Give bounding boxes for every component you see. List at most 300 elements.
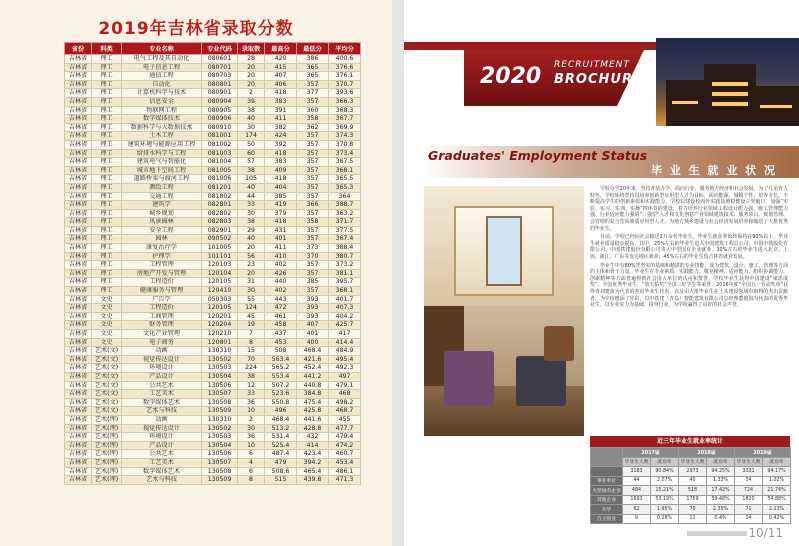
table-cell: 62 [623, 505, 651, 515]
table-cell: 401 [265, 235, 297, 244]
table-row [65, 355, 361, 364]
table-cell: 120210 [202, 330, 238, 339]
table-cell: 建筑环境与能源应用工程 [122, 140, 202, 149]
table-cell: 383 [265, 97, 297, 106]
table-cell: 吉林省 [65, 295, 92, 304]
table-cell: 431 [265, 226, 297, 235]
table-cell: 393 [297, 312, 329, 321]
table-cell: 艺术(文) [92, 347, 122, 356]
table-row [65, 424, 361, 433]
table-cell: 安全工程 [122, 226, 202, 235]
table-cell: 艺术(理) [92, 467, 122, 476]
table-cell: 357 [297, 140, 329, 149]
table-cell: 吉林省 [65, 244, 92, 253]
table-cell: 407 [297, 321, 329, 330]
column-header: 省份 [65, 43, 92, 55]
table-cell: 40 [679, 476, 707, 486]
right-page [404, 0, 799, 546]
table-cell: 388.7 [329, 201, 361, 210]
table-cell: 2 [238, 415, 265, 424]
sub-header: 就业率 [763, 457, 791, 467]
table-cell: 60 [238, 149, 265, 158]
table-cell: 理工 [92, 201, 122, 210]
table-cell: 电子商务 [122, 338, 202, 347]
table-cell: 130506 [202, 381, 238, 390]
table-cell: 工商管理 [122, 312, 202, 321]
table-cell: 给排水科学与工程 [122, 149, 202, 158]
table-cell: 吉林省 [65, 183, 92, 192]
table-cell: 382 [265, 123, 297, 132]
table-cell: 130508 [202, 467, 238, 476]
table-cell: 文史 [92, 338, 122, 347]
table-cell: 370 [297, 252, 329, 261]
table-cell: 479.4 [329, 433, 361, 442]
table-cell: 14 [735, 514, 763, 524]
table-cell: 418 [265, 149, 297, 158]
table-cell: 吉林省 [65, 192, 92, 201]
admission-score-table [64, 42, 361, 485]
table-row [65, 467, 361, 476]
table-cell: 374.3 [329, 132, 361, 141]
table-cell: 120201 [202, 312, 238, 321]
table-cell: 357 [297, 269, 329, 278]
table-cell: 479 [265, 458, 297, 467]
table-cell: 11 [679, 514, 707, 524]
table-cell: 28 [238, 55, 265, 64]
table-cell: 吉林省 [65, 398, 92, 407]
page-title: 2019年吉林省录取分数 [98, 19, 294, 39]
table-cell: 0.4% [707, 514, 735, 524]
table-cell: 30 [238, 123, 265, 132]
year-header: 2019届 [735, 448, 791, 458]
table-cell: 31 [238, 278, 265, 287]
table-row [65, 304, 361, 313]
table-row [65, 123, 361, 132]
table-cell: 理工 [92, 244, 122, 253]
table-cell: 550.8 [265, 398, 297, 407]
table-cell: 082801 [202, 201, 238, 210]
table-cell: 400.6 [329, 55, 361, 64]
table-cell: 2 [238, 89, 265, 98]
table-cell: 523.6 [265, 390, 297, 399]
table-cell: 40 [238, 115, 265, 124]
table-row [65, 235, 361, 244]
table-cell: 56 [238, 252, 265, 261]
table-cell: 30 [238, 209, 265, 218]
table-cell: 2.35% [707, 505, 735, 515]
table-cell: 2.07% [651, 476, 679, 486]
table-cell: 环境设计 [122, 364, 202, 373]
table-cell: 081201 [202, 183, 238, 192]
table-cell: 艺术(理) [92, 450, 122, 459]
table-cell: 425.8 [297, 407, 329, 416]
table-cell: 吉林省 [65, 201, 92, 210]
table-cell: 393 [297, 295, 329, 304]
page-gutter [392, 0, 404, 546]
table-cell: 理工 [92, 72, 122, 81]
table-cell: 081002 [202, 140, 238, 149]
table-cell: 城市地下空间工程 [122, 166, 202, 175]
table-cell: 动画 [122, 347, 202, 356]
table-cell: 486.1 [329, 467, 361, 476]
table-cell: 理工 [92, 158, 122, 167]
table-cell: 吉林省 [65, 330, 92, 339]
table-row [65, 175, 361, 184]
table-cell: 理工 [92, 209, 122, 218]
table-row [65, 330, 361, 339]
table-cell: 120105 [202, 278, 238, 287]
table-cell: 吉林省 [65, 106, 92, 115]
row-label: 事业单位 [591, 476, 623, 486]
table-row [591, 505, 791, 515]
table-cell: 护理学 [122, 252, 202, 261]
table-cell: 吉林省 [65, 372, 92, 381]
table-cell: 理工 [92, 132, 122, 141]
table-cell: 366 [297, 201, 329, 210]
header-brochure: BROCHURE [554, 72, 643, 87]
table-cell: 484.9 [329, 347, 361, 356]
table-cell: 文化产业管理 [122, 330, 202, 339]
table-cell: 吉林省 [65, 355, 92, 364]
table-cell: 45 [238, 312, 265, 321]
table-cell: 441.6 [297, 415, 329, 424]
table-cell: 吉林省 [65, 347, 92, 356]
table-cell: 30 [238, 287, 265, 296]
table-cell: 36 [238, 433, 265, 442]
table-cell: 艺术(理) [92, 476, 122, 485]
table-cell: 理工 [92, 175, 122, 184]
table-cell: 498.2 [329, 398, 361, 407]
table-cell: 363.2 [329, 209, 361, 218]
table-cell: 410 [265, 252, 297, 261]
table-cell: 080901 [202, 89, 238, 98]
row-label: 其他企业 [591, 495, 623, 505]
table-row [65, 287, 361, 296]
table-cell: 吉林省 [65, 381, 92, 390]
table-row [591, 467, 791, 477]
table-cell: 工艺美术 [122, 390, 202, 399]
table-cell: 130507 [202, 458, 238, 467]
table-cell: 377 [297, 89, 329, 98]
table-cell: 10 [238, 407, 265, 416]
table-cell: 23 [238, 261, 265, 270]
table-cell: 艺术(理) [92, 424, 122, 433]
table-row [65, 158, 361, 167]
table-cell: 9 [623, 514, 651, 524]
table-cell: 357 [297, 97, 329, 106]
table-cell: 29 [238, 226, 265, 235]
table-cell: 电子信息工程 [122, 63, 202, 72]
table-cell: 视觉传达设计 [122, 355, 202, 364]
table-cell: 373 [297, 244, 329, 253]
table-cell: 理工 [92, 89, 122, 98]
table-cell: 081005 [202, 166, 238, 175]
table-cell: 525.4 [265, 441, 297, 450]
table-cell: 94.17% [763, 467, 791, 477]
table-cell: 101005 [202, 244, 238, 253]
table-row [65, 338, 361, 347]
table-cell: 458 [265, 321, 297, 330]
table-cell: 418 [265, 89, 297, 98]
table-cell: 357 [297, 209, 329, 218]
table-cell: 艺术与科技 [122, 407, 202, 416]
table-cell: 120410 [202, 287, 238, 296]
table-cell: 484 [623, 486, 651, 496]
table-cell: 440 [265, 278, 297, 287]
table-cell: 385 [297, 278, 329, 287]
table-cell: 吉林省 [65, 115, 92, 124]
table-body [65, 55, 361, 485]
table-cell: 53.19% [651, 495, 679, 505]
table-cell: 39 [238, 97, 265, 106]
table-cell: 357 [297, 192, 329, 201]
table-cell: 468.4 [265, 415, 297, 424]
table-cell: 15.21% [651, 486, 679, 496]
table-cell: 515 [265, 476, 297, 485]
table-cell: 33 [238, 201, 265, 210]
table-cell: 57 [238, 158, 265, 167]
table-cell: 365.3 [329, 183, 361, 192]
table-cell: 357 [297, 226, 329, 235]
column-header: 专业名称 [122, 43, 202, 55]
table-cell: 404.2 [329, 312, 361, 321]
employment-table-title: 近三年毕业生就业率统计 [590, 436, 790, 447]
table-cell: 理工 [92, 166, 122, 175]
table-cell: 吉林省 [65, 149, 92, 158]
table-cell: 8 [238, 338, 265, 347]
table-cell: 吉林省 [65, 80, 92, 89]
table-row [65, 372, 361, 381]
table-cell: 420 [265, 55, 297, 64]
table-cell: 吉林省 [65, 407, 92, 416]
table-cell: 70 [679, 505, 707, 515]
table-row [65, 218, 361, 227]
table-cell: 理工 [92, 183, 122, 192]
table-cell: 文史 [92, 321, 122, 330]
table-row [65, 72, 361, 81]
table-cell: 3331 [735, 467, 763, 477]
table-cell: 90.84% [651, 467, 679, 477]
table-cell: 357 [297, 235, 329, 244]
table-cell: 130504 [202, 441, 238, 450]
table-cell: 383 [265, 158, 297, 167]
table-cell: 080904 [202, 97, 238, 106]
table-cell: 357 [297, 132, 329, 141]
page-number-bar [687, 531, 747, 536]
table-cell: 553.4 [265, 372, 297, 381]
table-cell: 373.4 [329, 149, 361, 158]
table-cell: 393 [297, 304, 329, 313]
table-cell: 130502 [202, 424, 238, 433]
table-cell: 吉林省 [65, 235, 92, 244]
table-cell: 388.4 [329, 244, 361, 253]
table-cell: 吉林省 [65, 458, 92, 467]
table-cell: 507.2 [265, 381, 297, 390]
table-row [65, 244, 361, 253]
table-cell: 411 [265, 115, 297, 124]
table-cell: 2.13% [763, 505, 791, 515]
table-row [65, 226, 361, 235]
table-cell: 130310 [202, 347, 238, 356]
table-cell: 120103 [202, 261, 238, 270]
table-cell: 120104 [202, 269, 238, 278]
table-cell: 建筑学 [122, 201, 202, 210]
table-cell: 20 [238, 80, 265, 89]
table-cell: 艺术(文) [92, 372, 122, 381]
table-cell: 401.7 [329, 295, 361, 304]
table-cell: 130503 [202, 433, 238, 442]
table-row [65, 381, 361, 390]
table-cell: 365 [297, 72, 329, 81]
table-cell: 080801 [202, 80, 238, 89]
table-row [65, 407, 361, 416]
table-cell: 414 [297, 441, 329, 450]
table-cell: 417 [329, 330, 361, 339]
table-cell: 474.2 [329, 441, 361, 450]
table-cell: 465.4 [297, 467, 329, 476]
table-cell: 电气工程及其自动化 [122, 55, 202, 64]
table-cell: 建筑电气与智能化 [122, 158, 202, 167]
table-cell: 130502 [202, 355, 238, 364]
table-cell: 信息安全 [122, 97, 202, 106]
table-cell: 文史 [92, 330, 122, 339]
table-cell: 交通工程 [122, 192, 202, 201]
table-cell: 理工 [92, 261, 122, 270]
table-cell: 44 [623, 476, 651, 486]
year-header: 2018届 [679, 448, 735, 458]
table-cell: 文史 [92, 304, 122, 313]
table-cell: 94.25% [707, 467, 735, 477]
table-cell: 产品设计 [122, 441, 202, 450]
table-cell: 40 [238, 235, 265, 244]
table-cell: 艺术与科技 [122, 476, 202, 485]
table-cell: 395.7 [329, 278, 361, 287]
table-cell: 401 [297, 330, 329, 339]
table-row [65, 415, 361, 424]
table-cell: 33 [238, 390, 265, 399]
table-cell: 441.2 [297, 372, 329, 381]
table-cell: 6 [238, 450, 265, 459]
table-row [65, 209, 361, 218]
table-cell: 364 [329, 192, 361, 201]
table-cell: 吉林省 [65, 269, 92, 278]
table-cell: 20 [238, 63, 265, 72]
table-cell: 测绘工程 [122, 183, 202, 192]
table-cell: 吉林省 [65, 450, 92, 459]
table-cell: 吉林省 [65, 424, 92, 433]
table-cell: 吉林省 [65, 72, 92, 81]
section-title-english: Graduates' Employment Status [428, 148, 648, 163]
table-row [65, 55, 361, 64]
table-cell: 081006 [202, 175, 238, 184]
table-cell: 38 [238, 218, 265, 227]
table-cell: 38 [238, 372, 265, 381]
table-cell: 工程造价 [122, 304, 202, 313]
table-cell: 101101 [202, 252, 238, 261]
table-cell: 55 [238, 295, 265, 304]
table-cell: 393.6 [329, 89, 361, 98]
sub-header: 就业率 [651, 457, 679, 467]
table-cell: 357 [297, 80, 329, 89]
year-header-row [591, 448, 791, 458]
table-cell: 495.4 [329, 355, 361, 364]
table-cell: 379 [265, 209, 297, 218]
table-cell: 动画 [122, 415, 202, 424]
table-cell: 艺术(文) [92, 381, 122, 390]
table-cell: 理工 [92, 192, 122, 201]
table-cell: 368.1 [329, 166, 361, 175]
table-cell: 房地产开发与管理 [122, 269, 202, 278]
table-cell: 373.2 [329, 261, 361, 270]
table-cell: 407.3 [329, 304, 361, 313]
table-cell: 174 [238, 132, 265, 141]
table-row [591, 476, 791, 486]
table-cell: 367.4 [329, 235, 361, 244]
table-cell: 理工 [92, 106, 122, 115]
table-row [65, 261, 361, 270]
table-cell: 数字媒体技术 [122, 115, 202, 124]
table-cell: 数据科学与大数据技术 [122, 123, 202, 132]
table-cell: 358 [297, 115, 329, 124]
table-cell: 吉林省 [65, 433, 92, 442]
table-cell: 428.8 [297, 424, 329, 433]
table-cell: 461 [265, 312, 297, 321]
table-cell: 080906 [202, 115, 238, 124]
table-cell: 357 [297, 183, 329, 192]
table-cell: 082803 [202, 218, 238, 227]
table-cell: 广告学 [122, 295, 202, 304]
table-cell: 365.5 [329, 175, 361, 184]
table-cell: 453.4 [329, 458, 361, 467]
table-cell: 376.6 [329, 63, 361, 72]
table-cell: 376.1 [329, 72, 361, 81]
table-cell: 090502 [202, 235, 238, 244]
table-cell: 357 [297, 158, 329, 167]
table-cell: 421.6 [297, 355, 329, 364]
table-row [65, 166, 361, 175]
table-cell: 38 [238, 166, 265, 175]
table-cell: 理工 [92, 140, 122, 149]
table-cell: 357 [297, 261, 329, 270]
table-cell: 386 [297, 55, 329, 64]
table-cell: 487.4 [265, 450, 297, 459]
table-cell: 工艺美术 [122, 458, 202, 467]
table-cell: 10 [238, 441, 265, 450]
table-cell: 吉林省 [65, 218, 92, 227]
table-cell: 1759 [679, 495, 707, 505]
table-cell: 34 [735, 476, 763, 486]
table-cell: 38 [238, 106, 265, 115]
page-number: 10/11 [748, 526, 783, 540]
table-cell: 吉林省 [65, 158, 92, 167]
table-cell: 437 [265, 330, 297, 339]
sub-header: 毕业生人数 [679, 457, 707, 467]
table-row [65, 398, 361, 407]
table-cell: 370.8 [329, 140, 361, 149]
table-cell: 艺术(文) [92, 390, 122, 399]
table-row [65, 347, 361, 356]
table-cell: 12 [238, 381, 265, 390]
table-cell: 418 [265, 218, 297, 227]
table-cell: 园林 [122, 235, 202, 244]
table-cell: 2973 [679, 467, 707, 477]
table-cell: 艺术(理) [92, 441, 122, 450]
table-row [65, 441, 361, 450]
table-header-row [65, 43, 361, 55]
table-cell: 吉林省 [65, 390, 92, 399]
table-cell: 公共艺术 [122, 381, 202, 390]
column-header: 最高分 [265, 43, 297, 55]
